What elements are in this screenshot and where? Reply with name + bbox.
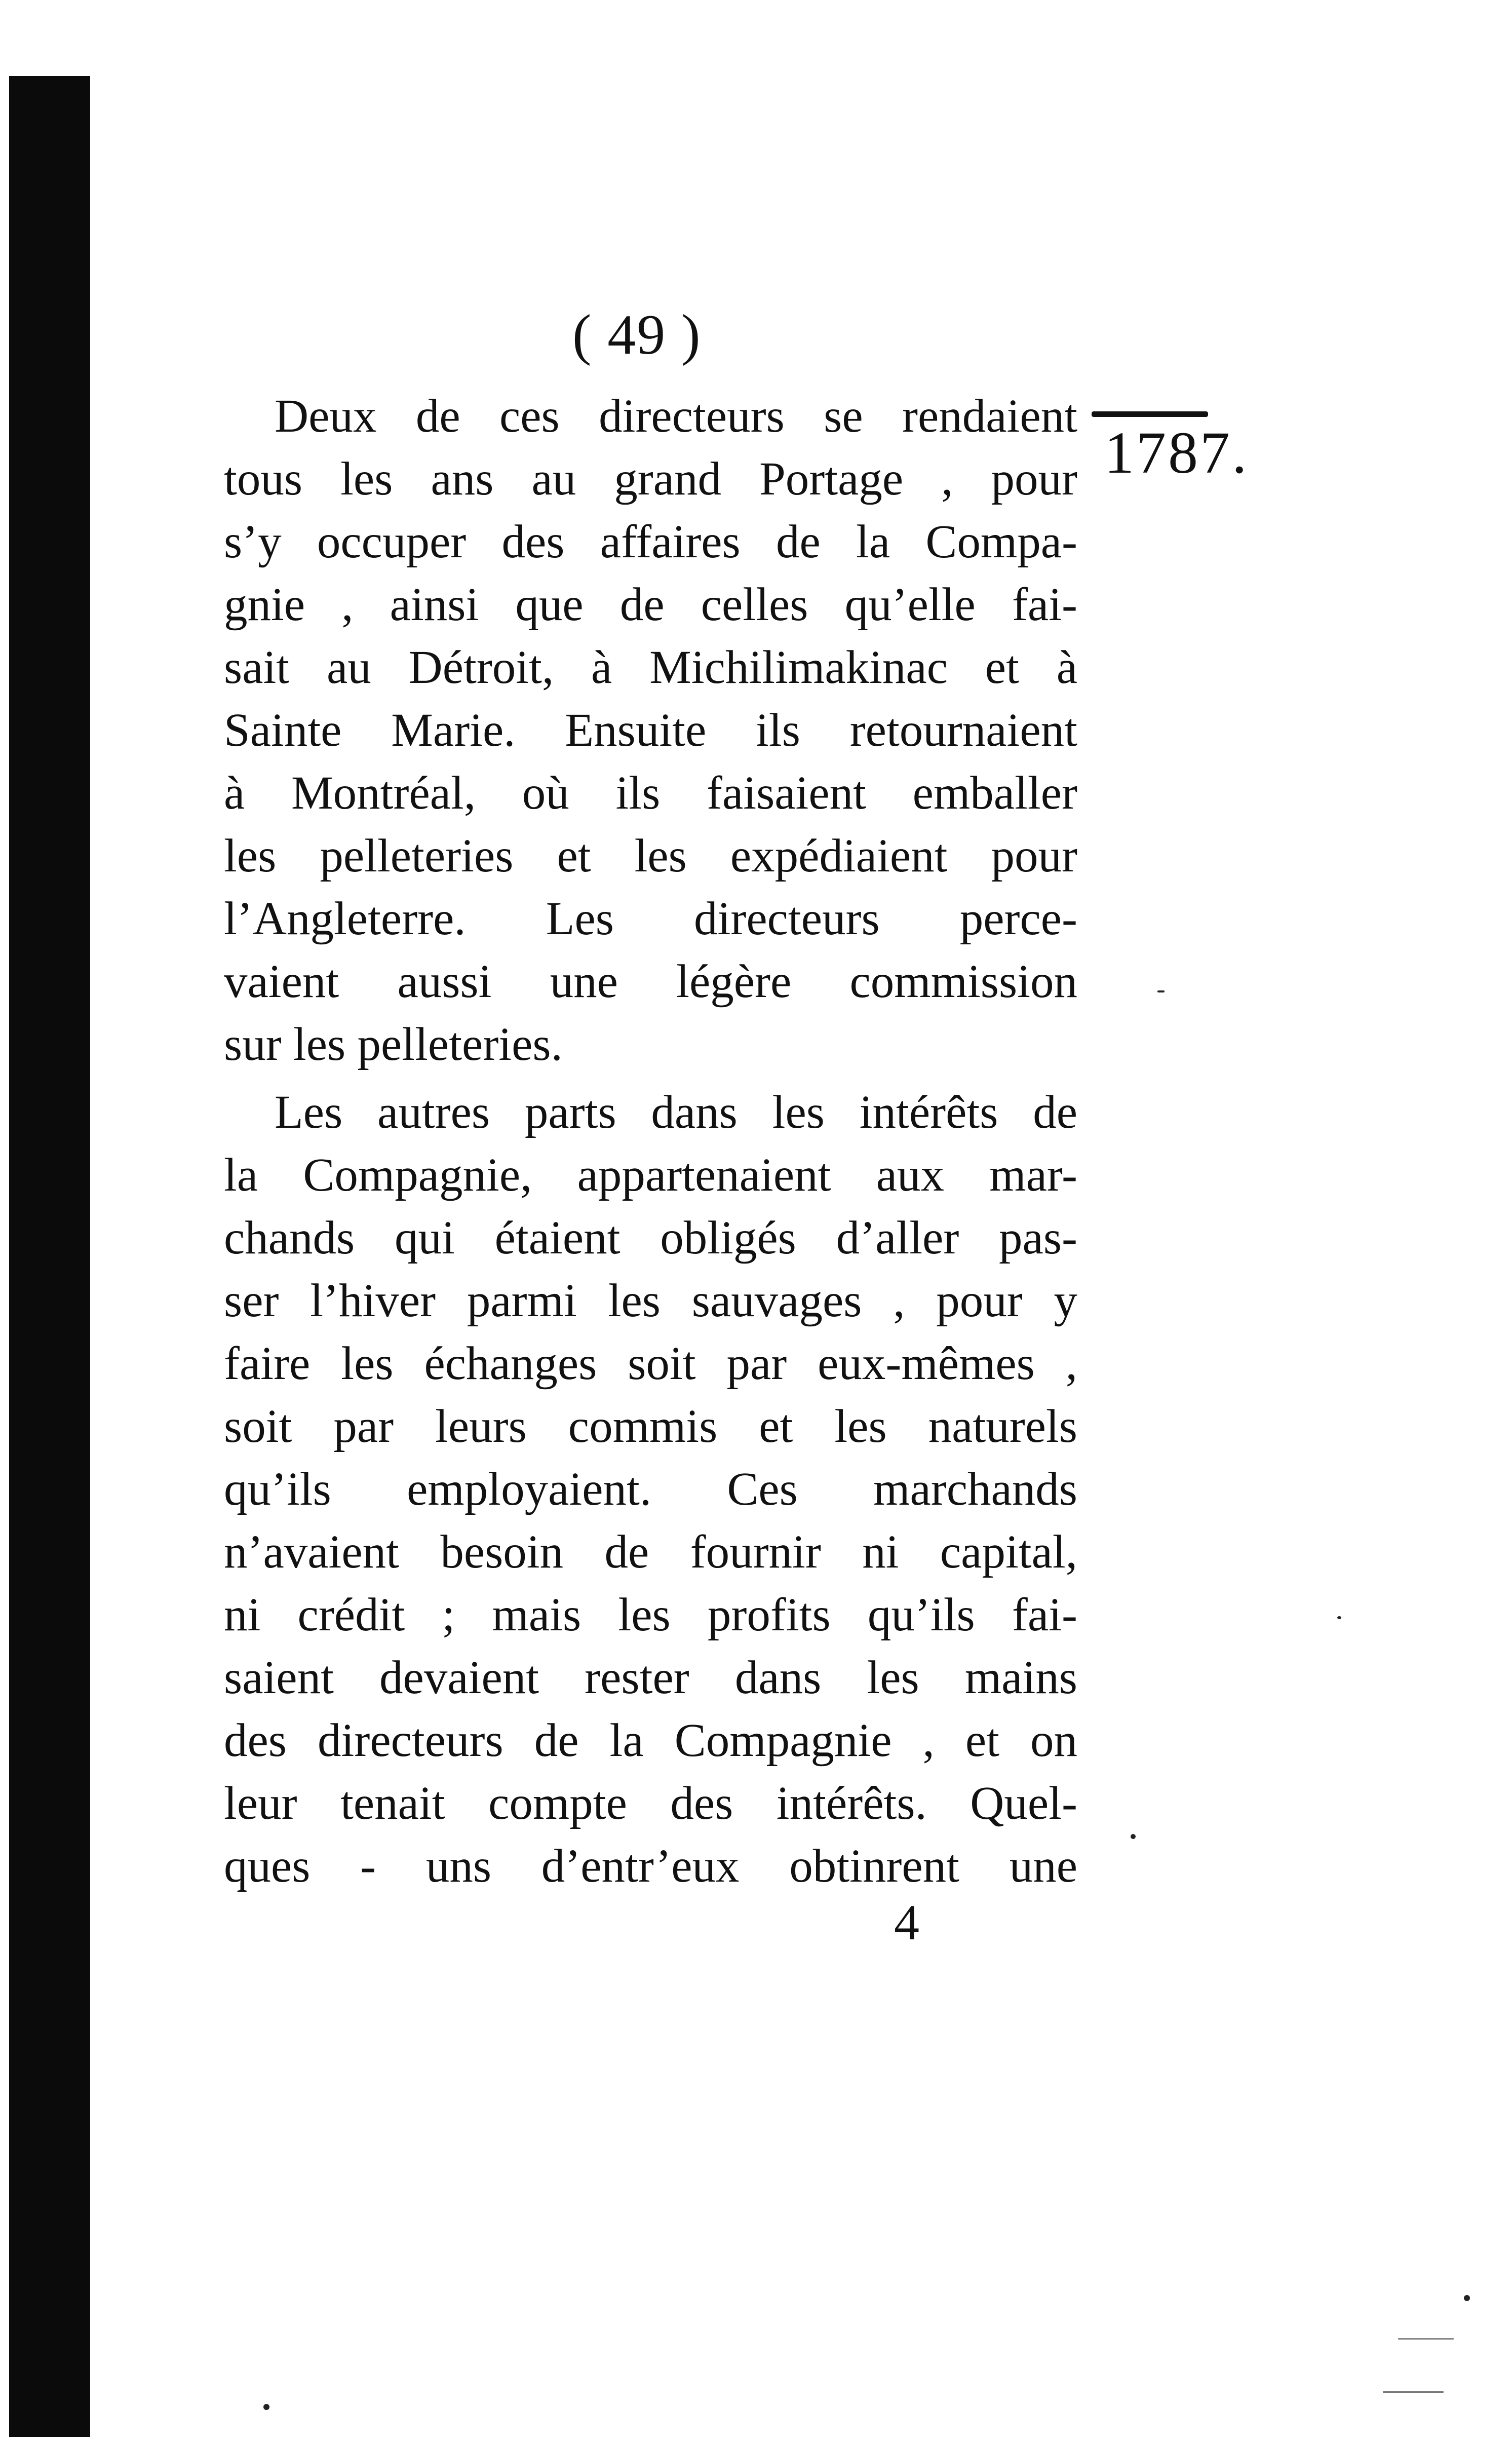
text-line: à Montréal, où ils faisaient emballer: [224, 767, 1077, 819]
text-line: leur tenait compte des intérêts. Quel-: [224, 1777, 1077, 1829]
page-number: ( 49 ): [572, 303, 702, 366]
margin-rule: [1092, 411, 1208, 417]
text-line: ques - uns d’entr’eux obtinrent une: [224, 1840, 1077, 1892]
scan-speck: [1398, 2338, 1454, 2340]
text-line: chands qui étaient obligés d’aller pas-: [224, 1212, 1077, 1264]
text-line: saient devaient rester dans les mains: [224, 1652, 1077, 1704]
text-line: gnie , ainsi que de celles qu’elle fai-: [224, 579, 1077, 631]
scan-binding-edge: [9, 76, 90, 2437]
text-line: n’avaient besoin de fournir ni capital,: [224, 1526, 1077, 1578]
text-line: soit par leurs commis et les naturels: [224, 1400, 1077, 1452]
text-line: ser l’hiver parmi les sauvages , pour y: [224, 1275, 1077, 1327]
catchword: 4: [894, 1894, 919, 1951]
text-line: sait au Détroit, à Michilimakinac et à: [224, 641, 1077, 694]
text-line: les pelleteries et les expédiaient pour: [224, 830, 1077, 882]
text-line: l’Angleterre. Les directeurs perce-: [224, 893, 1077, 945]
text-line: sur les pelleteries.: [224, 1018, 563, 1070]
margin-year-note: 1787.: [1104, 419, 1249, 486]
scan-speck: [1157, 990, 1165, 992]
body-text: [224, 385, 1077, 1898]
scan-speck: [1131, 1834, 1136, 1839]
scan-speck: [1383, 2391, 1444, 2393]
text-line: ni crédit ; mais les profits qu’ils fai-: [224, 1589, 1077, 1641]
scan-speck: [1337, 1616, 1341, 1619]
text-line: vaient aussi une légère commission: [224, 955, 1077, 1008]
text-line: Sainte Marie. Ensuite ils retournaient: [224, 704, 1077, 756]
text-line: la Compagnie, appartenaient aux mar-: [224, 1149, 1077, 1201]
text-line: des directeurs de la Compagnie , et on: [224, 1714, 1077, 1767]
text-line: s’y occuper des affaires de la Compa-: [224, 516, 1077, 568]
text-line: Les autres parts dans les intérêts de: [275, 1086, 1077, 1138]
text-line: tous les ans au grand Portage , pour: [224, 453, 1077, 505]
text-line: Deux de ces directeurs se rendaient: [275, 390, 1077, 442]
scan-speck: [1464, 2295, 1470, 2301]
scan-speck: [263, 2404, 269, 2410]
text-line: qu’ils employaient. Ces marchands: [224, 1463, 1077, 1515]
text-line: faire les échanges soit par eux-mêmes ,: [224, 1337, 1077, 1390]
